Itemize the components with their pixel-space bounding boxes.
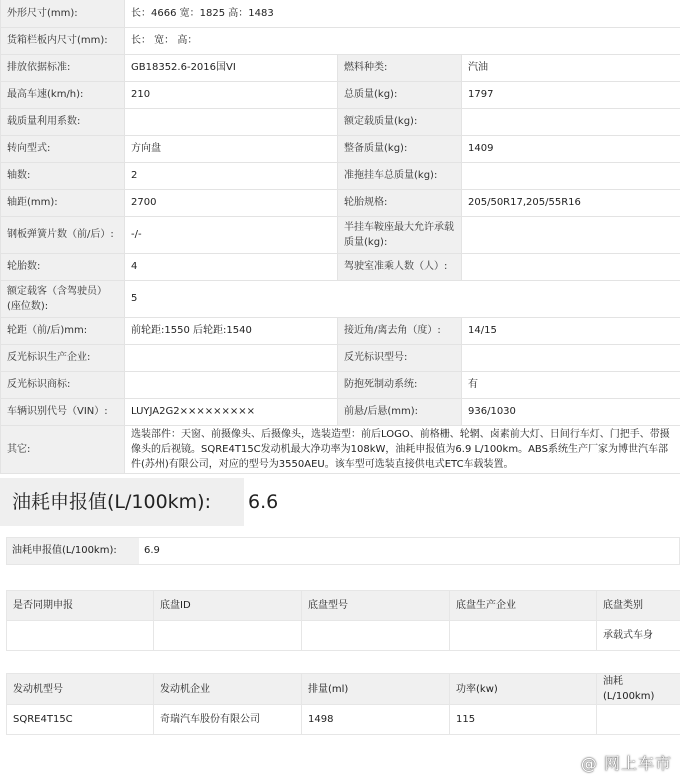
column-header: 发动机型号	[7, 674, 154, 705]
spec-value: 14/15	[462, 317, 680, 344]
spec-value: LUYJA2G2×××××××××	[125, 398, 338, 425]
fuel-consumption-value: 6.6	[248, 478, 680, 526]
spec-row	[1, 398, 680, 425]
spec-row	[1, 0, 680, 27]
column-header: 功率(kw)	[450, 674, 597, 705]
spec-row	[1, 371, 680, 398]
spec-value: 1797	[462, 81, 680, 108]
spec-label: 燃料种类:	[338, 54, 462, 81]
fuel-consumption-highlight	[0, 478, 680, 526]
spec-value: 前轮距:1550 后轮距:1540	[125, 317, 338, 344]
column-header: 排量(ml)	[302, 674, 450, 705]
watermark: @ 网上车市	[580, 754, 672, 773]
table-cell: 115	[450, 705, 597, 735]
spec-label: 排放依据标准:	[1, 54, 125, 81]
table-row	[7, 705, 680, 735]
spec-label: 额定载质量(kg):	[338, 108, 462, 135]
spec-value: GB18352.6-2016国VI	[125, 54, 338, 81]
spec-value	[462, 162, 680, 189]
spec-value: 5	[125, 280, 680, 317]
spec-value: 936/1030	[462, 398, 680, 425]
spec-label: 转向型式:	[1, 135, 125, 162]
spec-value: -/-	[125, 216, 338, 253]
spec-value	[125, 371, 338, 398]
table-header-row	[7, 591, 680, 621]
spec-label: 反光标识商标:	[1, 371, 125, 398]
spec-label: 防抱死制动系统:	[338, 371, 462, 398]
spec-row	[1, 162, 680, 189]
spec-row	[1, 425, 680, 473]
spec-value: 205/50R17,205/55R16	[462, 189, 680, 216]
spec-row	[1, 280, 680, 317]
fuel-consumption-row	[6, 537, 680, 565]
spec-row	[1, 253, 680, 280]
column-header: 底盘型号	[302, 591, 450, 621]
spec-label: 额定载客（含驾驶员）(座位数):	[1, 280, 125, 317]
table-cell: 承载式车身	[597, 621, 680, 651]
spec-label: 钢板弹簧片数（前/后）:	[1, 216, 125, 253]
spec-value	[462, 108, 680, 135]
table-cell	[302, 621, 450, 651]
column-header: 是否同期申报	[7, 591, 154, 621]
spec-label: 总质量(kg):	[338, 81, 462, 108]
spec-value: 4	[125, 253, 338, 280]
spec-row	[1, 54, 680, 81]
column-header: 底盘ID	[154, 591, 302, 621]
table-row	[7, 621, 680, 651]
spec-row	[1, 189, 680, 216]
spec-value: 1409	[462, 135, 680, 162]
spec-label: 轮胎规格:	[338, 189, 462, 216]
engine-table	[6, 673, 680, 735]
spec-label: 准拖挂车总质量(kg):	[338, 162, 462, 189]
spec-label: 最高车速(km/h):	[1, 81, 125, 108]
table-cell	[450, 621, 597, 651]
spec-value: 选装部件：天窗、前摄像头、后摄像头，选装造型：前后LOGO、前格栅、轮辋、卤素前大灯、日间行车灯、门把手、带摄像头的后视镜。SQRE4T15C发动机最大净功率为108kW，油耗申报值为6.9 L/100km。ABS系统生产厂家为博世汽车部件(苏州)有限公司，对应的型号为3550AEU。该车型可选装直接供电式ETC车载装置。	[125, 425, 680, 473]
column-header: 发动机企业	[154, 674, 302, 705]
spec-label: 整备质量(kg):	[338, 135, 462, 162]
spec-label: 车辆识别代号（VIN）:	[1, 398, 125, 425]
spec-label: 轮距（前/后)mm:	[1, 317, 125, 344]
fuel-consumption-value: 6.9	[144, 545, 160, 556]
spec-row	[1, 27, 680, 54]
spec-label: 外形尺寸(mm):	[1, 0, 125, 27]
table-cell	[597, 705, 680, 735]
table-cell	[7, 621, 154, 651]
table-cell	[154, 621, 302, 651]
spec-value	[125, 344, 338, 371]
spec-row	[1, 81, 680, 108]
spec-value	[462, 344, 680, 371]
column-header: 油耗(L/100km)	[597, 674, 680, 705]
spec-row	[1, 344, 680, 371]
spec-value: 方向盘	[125, 135, 338, 162]
spec-value: 长： 宽： 高：	[125, 27, 680, 54]
column-header: 底盘类别	[597, 591, 680, 621]
fuel-consumption-label: 油耗申报值(L/100km):	[7, 538, 139, 564]
table-cell: SQRE4T15C	[7, 705, 154, 735]
spec-value: 长：4666 宽：1825 高：1483	[125, 0, 680, 27]
spec-value: 有	[462, 371, 680, 398]
spec-label: 反光标识型号:	[338, 344, 462, 371]
spec-row	[1, 135, 680, 162]
fuel-consumption-label: 油耗申报值(L/100km):	[0, 478, 244, 526]
spec-label: 轴距(mm):	[1, 189, 125, 216]
spec-row	[1, 108, 680, 135]
spec-row	[1, 216, 680, 253]
spec-label: 其它:	[1, 425, 125, 473]
spec-row	[1, 317, 680, 344]
spec-label: 轮胎数:	[1, 253, 125, 280]
spec-label: 反光标识生产企业:	[1, 344, 125, 371]
spec-label: 轴数:	[1, 162, 125, 189]
spec-value: 汽油	[462, 54, 680, 81]
spec-label: 前悬/后悬(mm):	[338, 398, 462, 425]
chassis-table	[6, 590, 680, 651]
spec-label: 货箱栏板内尺寸(mm):	[1, 27, 125, 54]
table-header-row	[7, 674, 680, 705]
spec-value: 210	[125, 81, 338, 108]
spec-value: 2700	[125, 189, 338, 216]
spec-label: 驾驶室准乘人数（人）:	[338, 253, 462, 280]
spec-value	[125, 108, 338, 135]
spec-label: 半挂车鞍座最大允许承载质量(kg):	[338, 216, 462, 253]
table-cell: 1498	[302, 705, 450, 735]
column-header: 底盘生产企业	[450, 591, 597, 621]
spec-value	[462, 253, 680, 280]
spec-value: 2	[125, 162, 338, 189]
spec-value	[462, 216, 680, 253]
table-cell: 奇瑞汽车股份有限公司	[154, 705, 302, 735]
spec-label: 载质量利用系数:	[1, 108, 125, 135]
spec-label: 接近角/离去角（度）:	[338, 317, 462, 344]
